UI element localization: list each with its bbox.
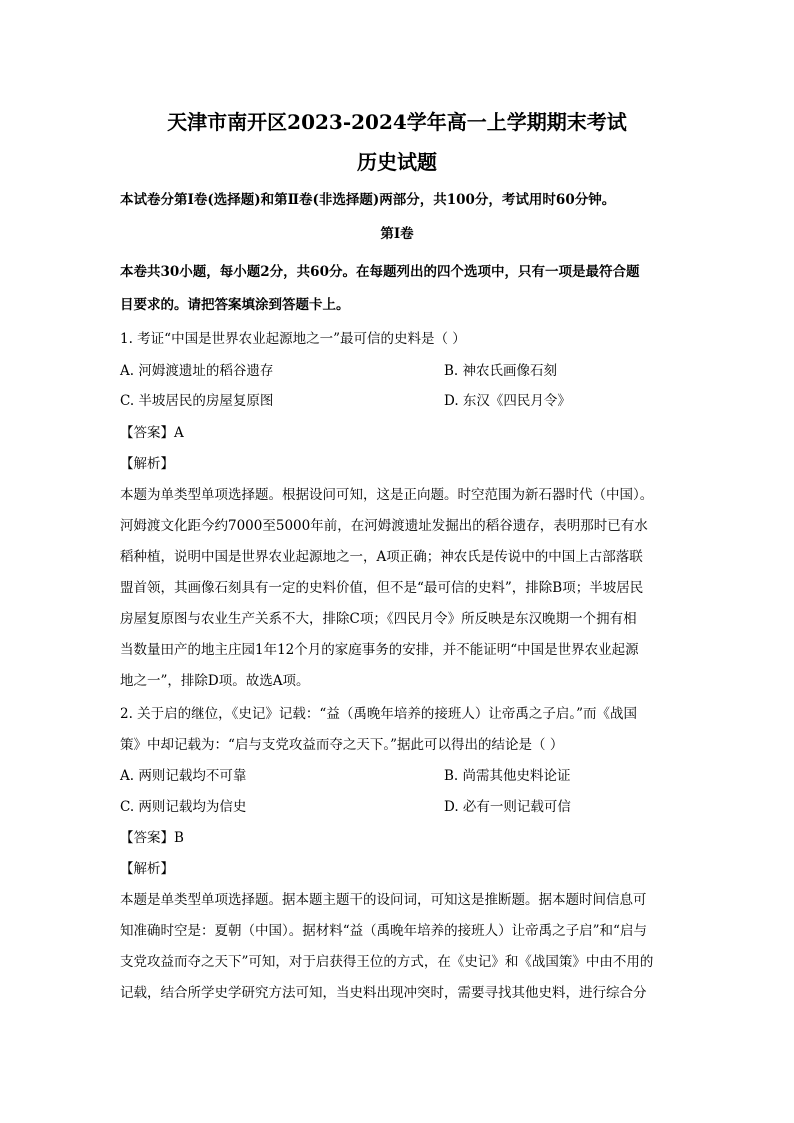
- question-1-analysis-line: 稻种植，说明中国是世界农业起源地之一，A项正确；神农氏是传说中的中国上古部落联: [120, 549, 643, 565]
- question-2-option-d: D. 必有一则记载可信: [444, 799, 571, 815]
- instructions-line-1: 本卷共30小题，每小题2分，共60分。在每题列出的四个选项中，只有一项是最符合题: [120, 264, 640, 280]
- question-2-analysis-label: 【解析】: [120, 861, 174, 877]
- page-title: 天津市南开区2023-2024学年高一上学期期末考试: [167, 110, 627, 134]
- question-1-analysis-label: 【解析】: [120, 456, 174, 472]
- page-subtitle: 历史试题: [357, 150, 437, 174]
- question-1-answer: 【答案】A: [120, 425, 184, 441]
- question-2-option-c: C. 两则记载均为信史: [120, 799, 247, 815]
- question-1-analysis-line: 河姆渡文化距今约7000至5000年前，在河姆渡遗址发掘出的稻谷遗存，表明那时已有水: [120, 518, 648, 534]
- question-1-analysis-line: 房屋复原图与农业生产关系不大，排除C项；《四民月令》所反映是东汉晚期一个拥有相: [120, 611, 637, 627]
- question-2-analysis-line: 记载，结合所学史学研究方法可知，当史料出现冲突时，需要寻找其他史料，进行综合分: [120, 985, 647, 1001]
- question-1-analysis-line: 盟首领，其画像石刻具有一定的史料价值，但不是“最可信的史料”，排除B项；半坡居民: [120, 580, 644, 596]
- question-1-option-c: C. 半坡居民的房屋复原图: [120, 393, 274, 409]
- question-2-option-a: A. 两则记载均不可靠: [120, 768, 247, 784]
- question-1-option-a: A. 河姆渡遗址的稻谷遗存: [120, 363, 274, 379]
- question-1-analysis-line: 当数量田产的地主庄园1年12个月的家庭事务的安排，并不能证明“中国是世界农业起源: [120, 642, 639, 658]
- instructions-line-2: 目要求的。请把答案填涂到答题卡上。: [120, 297, 350, 313]
- question-2-answer: 【答案】B: [120, 830, 184, 846]
- question-2-analysis-line: 知准确时空是：夏朝（中国）。据材料“益（禹晚年培养的接班人）让帝禹之子启”和“启与: [120, 923, 647, 939]
- question-2-analysis-line: 本题是单类型单项选择题。据本题主题干的设问词，可知这是推断题。据本题时间信息可: [120, 892, 647, 908]
- question-2-option-b: B. 尚需其他史料论证: [444, 768, 571, 784]
- question-1-stem: 1. 考证“中国是世界农业起源地之一”最可信的史料是（ ）: [120, 331, 466, 347]
- question-1-analysis-line: 本题为单类型单项选择题。根据设问可知，这是正向题。时空范围为新石器时代（中国）。: [120, 487, 654, 503]
- question-2-stem-line: 2. 关于启的继位，《史记》记载：“益（禹晚年培养的接班人）让帝禹之子启。”而《战国: [120, 706, 637, 722]
- question-2-analysis-line: 支党攻益而夺之天下”可知，对于启获得王位的方式，在《史记》和《战国策》中由不用的: [120, 954, 654, 970]
- question-1-analysis-line: 地之一”，排除D项。故选A项。: [120, 673, 310, 689]
- question-2-stem-line: 策》中却记载为：“启与支党攻益而夺之天下。”据此可以得出的结论是（ ）: [120, 737, 564, 753]
- exam-intro: 本试卷分第Ⅰ卷(选择题)和第Ⅱ卷(非选择题)两部分，共100分，考试用时60分钟。: [120, 192, 616, 208]
- question-1-option-b: B. 神农氏画像石刻: [444, 363, 558, 379]
- section-title: 第Ⅰ卷: [380, 226, 414, 242]
- question-1-option-d: D. 东汉《四民月令》: [444, 393, 571, 409]
